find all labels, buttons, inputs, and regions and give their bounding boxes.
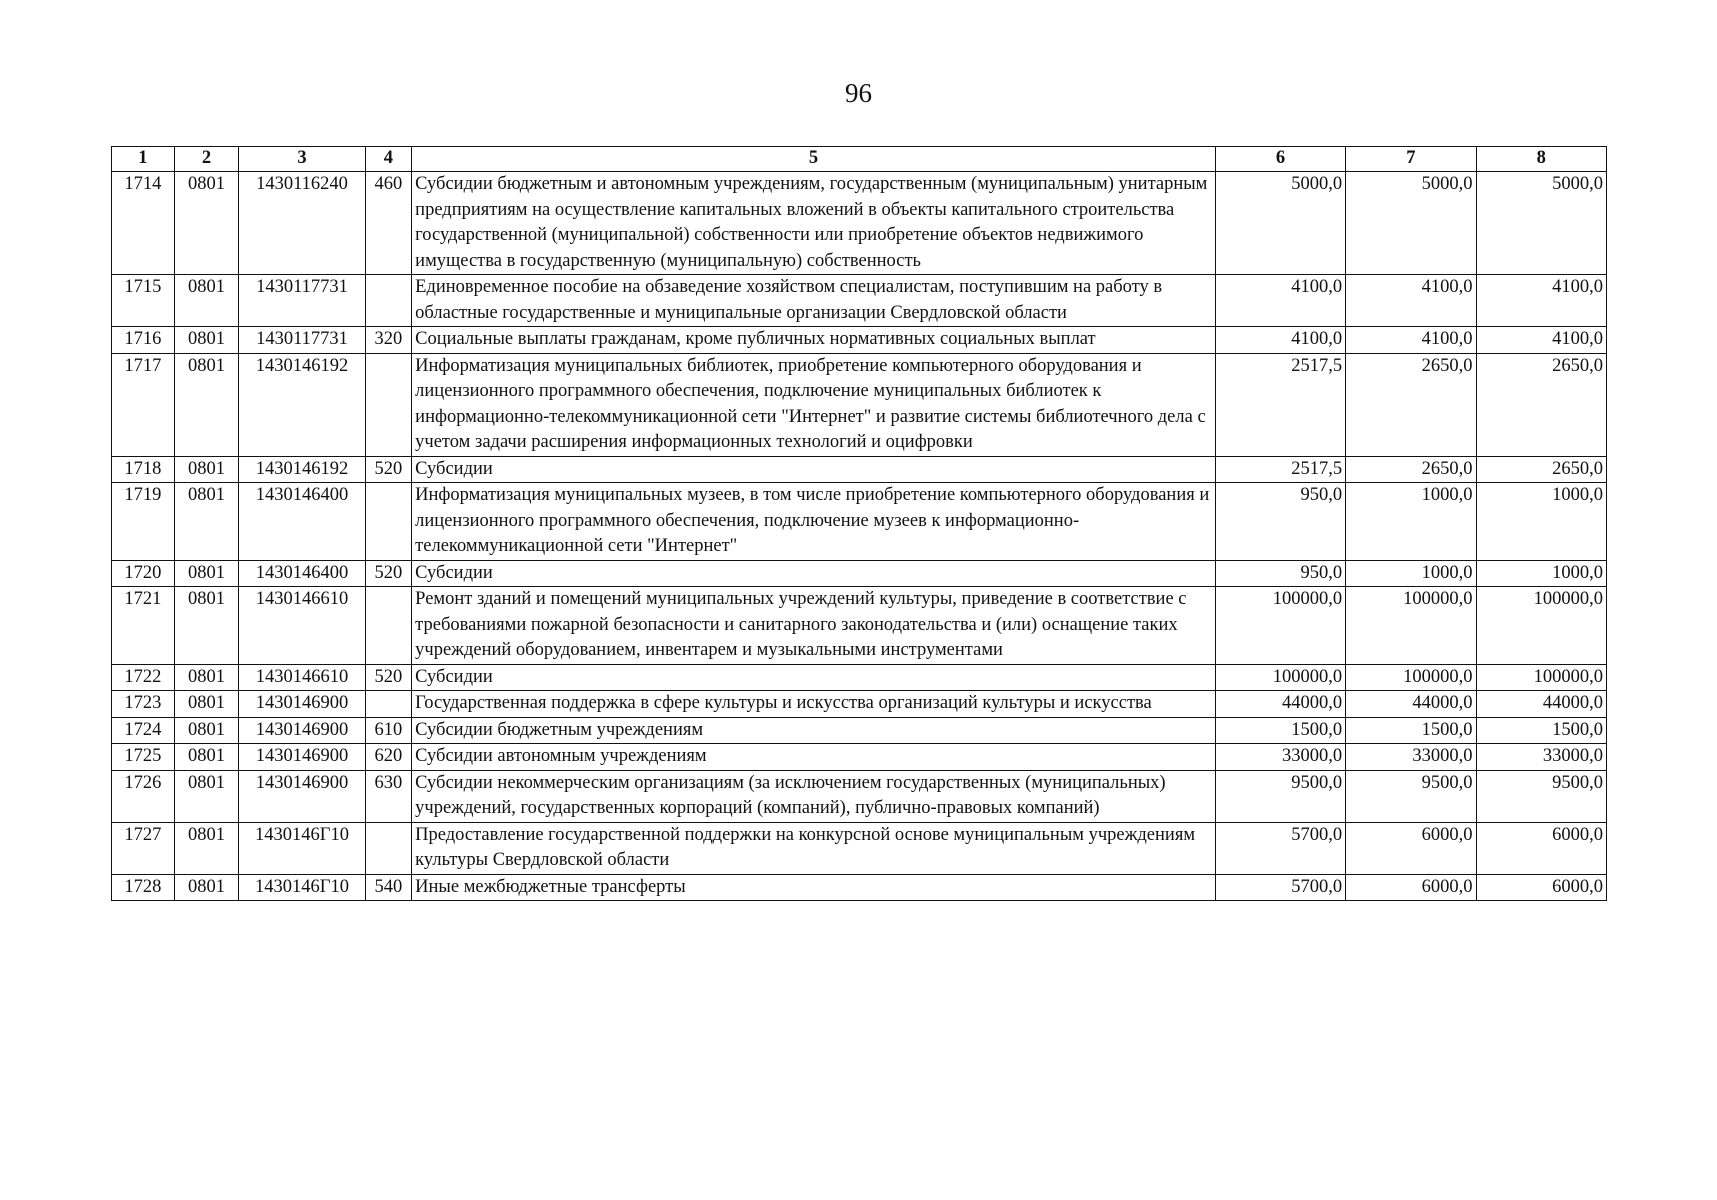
expense-type-cell bbox=[365, 822, 411, 874]
amount-col7-cell: 44000,0 bbox=[1346, 691, 1476, 718]
amount-col6-cell: 4100,0 bbox=[1215, 327, 1345, 354]
table-row bbox=[112, 327, 1607, 354]
amount-col7-cell: 9500,0 bbox=[1346, 770, 1476, 822]
section-code-cell: 0801 bbox=[174, 822, 239, 874]
table-row bbox=[112, 483, 1607, 561]
description-cell: Субсидии bbox=[412, 560, 1216, 587]
column-header: 8 bbox=[1476, 147, 1606, 172]
amount-col8-cell: 1000,0 bbox=[1476, 483, 1606, 561]
description-cell: Информатизация муниципальных музеев, в том числе приобретение компьютерного оборудования и лицензионного программного обеспечения, подключение музеев к информационно-телекоммуникационной сети "Интернет" bbox=[412, 483, 1216, 561]
amount-col6-cell: 44000,0 bbox=[1215, 691, 1345, 718]
target-article-cell: 1430146400 bbox=[239, 560, 365, 587]
target-article-cell: 1430146400 bbox=[239, 483, 365, 561]
page-number: 96 bbox=[845, 78, 872, 108]
table-row bbox=[112, 587, 1607, 665]
amount-col8-cell: 4100,0 bbox=[1476, 275, 1606, 327]
target-article-cell: 1430146900 bbox=[239, 744, 365, 771]
section-code-cell: 0801 bbox=[174, 172, 239, 275]
amount-col6-cell: 5000,0 bbox=[1215, 172, 1345, 275]
description-cell: Субсидии bbox=[412, 664, 1216, 691]
description-cell: Информатизация муниципальных библиотек, приобретение компьютерного оборудования и лицензионного программного обеспечения, подключение муниципальных библиотек к информационно-телекоммуникационной сети "Интернет" и развитие системы библиотечного дела с учетом задачи расширения информационных технологий и оцифровки bbox=[412, 353, 1216, 456]
amount-col6-cell: 5700,0 bbox=[1215, 822, 1345, 874]
row-number-cell: 1715 bbox=[112, 275, 175, 327]
table-row bbox=[112, 353, 1607, 456]
amount-col6-cell: 2517,5 bbox=[1215, 353, 1345, 456]
table-row bbox=[112, 874, 1607, 901]
section-code-cell: 0801 bbox=[174, 691, 239, 718]
amount-col6-cell: 4100,0 bbox=[1215, 275, 1345, 327]
section-code-cell: 0801 bbox=[174, 770, 239, 822]
amount-col7-cell: 5000,0 bbox=[1346, 172, 1476, 275]
section-code-cell: 0801 bbox=[174, 483, 239, 561]
target-article-cell: 1430146900 bbox=[239, 691, 365, 718]
expense-type-cell: 520 bbox=[365, 664, 411, 691]
amount-col8-cell: 2650,0 bbox=[1476, 353, 1606, 456]
amount-col7-cell: 6000,0 bbox=[1346, 874, 1476, 901]
table-row bbox=[112, 664, 1607, 691]
table-row bbox=[112, 770, 1607, 822]
target-article-cell: 1430116240 bbox=[239, 172, 365, 275]
target-article-cell: 1430146900 bbox=[239, 770, 365, 822]
amount-col7-cell: 33000,0 bbox=[1346, 744, 1476, 771]
row-number-cell: 1722 bbox=[112, 664, 175, 691]
expense-type-cell: 520 bbox=[365, 560, 411, 587]
amount-col7-cell: 100000,0 bbox=[1346, 587, 1476, 665]
row-number-cell: 1721 bbox=[112, 587, 175, 665]
row-number-cell: 1727 bbox=[112, 822, 175, 874]
description-cell: Государственная поддержка в сфере культуры и искусства организаций культуры и искусства bbox=[412, 691, 1216, 718]
description-cell: Субсидии бюджетным учреждениям bbox=[412, 717, 1216, 744]
amount-col6-cell: 950,0 bbox=[1215, 560, 1345, 587]
description-cell: Ремонт зданий и помещений муниципальных учреждений культуры, приведение в соответствие с требованиями пожарной безопасности и санитарного законодательства и (или) оснащение таких учреждений оборудованием, инвентарем и музыкальными инструментами bbox=[412, 587, 1216, 665]
amount-col7-cell: 1000,0 bbox=[1346, 560, 1476, 587]
amount-col7-cell: 6000,0 bbox=[1346, 822, 1476, 874]
target-article-cell: 1430146610 bbox=[239, 587, 365, 665]
description-cell: Предоставление государственной поддержки на конкурсной основе муниципальным учреждениям культуры Свердловской области bbox=[412, 822, 1216, 874]
target-article-cell: 1430146192 bbox=[239, 456, 365, 483]
amount-col6-cell: 2517,5 bbox=[1215, 456, 1345, 483]
table-row bbox=[112, 822, 1607, 874]
row-number-cell: 1716 bbox=[112, 327, 175, 354]
table-row bbox=[112, 560, 1607, 587]
amount-col7-cell: 4100,0 bbox=[1346, 327, 1476, 354]
amount-col8-cell: 1500,0 bbox=[1476, 717, 1606, 744]
row-number-cell: 1723 bbox=[112, 691, 175, 718]
target-article-cell: 1430117731 bbox=[239, 275, 365, 327]
amount-col6-cell: 1500,0 bbox=[1215, 717, 1345, 744]
section-code-cell: 0801 bbox=[174, 664, 239, 691]
section-code-cell: 0801 bbox=[174, 560, 239, 587]
column-header: 4 bbox=[365, 147, 411, 172]
section-code-cell: 0801 bbox=[174, 327, 239, 354]
expense-type-cell: 630 bbox=[365, 770, 411, 822]
target-article-cell: 1430146192 bbox=[239, 353, 365, 456]
target-article-cell: 1430146Г10 bbox=[239, 822, 365, 874]
expense-type-cell bbox=[365, 691, 411, 718]
expense-type-cell bbox=[365, 275, 411, 327]
amount-col6-cell: 5700,0 bbox=[1215, 874, 1345, 901]
description-cell: Субсидии автономным учреждениям bbox=[412, 744, 1216, 771]
table-body bbox=[112, 172, 1607, 901]
section-code-cell: 0801 bbox=[174, 456, 239, 483]
expense-type-cell: 540 bbox=[365, 874, 411, 901]
row-number-cell: 1720 bbox=[112, 560, 175, 587]
amount-col6-cell: 950,0 bbox=[1215, 483, 1345, 561]
amount-col8-cell: 44000,0 bbox=[1476, 691, 1606, 718]
amount-col6-cell: 100000,0 bbox=[1215, 587, 1345, 665]
description-cell: Субсидии бюджетным и автономным учреждениям, государственным (муниципальным) унитарным предприятиям на осуществление капитальных вложений в объекты капитального строительства государственной (муниципальной) собственности или приобретение объектов недвижимого имущества в государственную (муниципальную) собственность bbox=[412, 172, 1216, 275]
column-header: 3 bbox=[239, 147, 365, 172]
amount-col7-cell: 1000,0 bbox=[1346, 483, 1476, 561]
amount-col8-cell: 6000,0 bbox=[1476, 822, 1606, 874]
amount-col8-cell: 1000,0 bbox=[1476, 560, 1606, 587]
expense-type-cell: 610 bbox=[365, 717, 411, 744]
row-number-cell: 1728 bbox=[112, 874, 175, 901]
column-header: 2 bbox=[174, 147, 239, 172]
amount-col7-cell: 2650,0 bbox=[1346, 456, 1476, 483]
amount-col6-cell: 33000,0 bbox=[1215, 744, 1345, 771]
row-number-cell: 1714 bbox=[112, 172, 175, 275]
section-code-cell: 0801 bbox=[174, 587, 239, 665]
description-cell: Единовременное пособие на обзаведение хозяйством специалистам, поступившим на работу в областные государственные и муниципальные организации Свердловской области bbox=[412, 275, 1216, 327]
target-article-cell: 1430146610 bbox=[239, 664, 365, 691]
budget-table bbox=[111, 146, 1607, 901]
expense-type-cell: 460 bbox=[365, 172, 411, 275]
table-row bbox=[112, 275, 1607, 327]
description-cell: Субсидии некоммерческим организациям (за исключением государственных (муниципальных) учреждений, государственных корпораций (компаний), публично-правовых компаний) bbox=[412, 770, 1216, 822]
amount-col6-cell: 9500,0 bbox=[1215, 770, 1345, 822]
amount-col8-cell: 100000,0 bbox=[1476, 664, 1606, 691]
target-article-cell: 1430117731 bbox=[239, 327, 365, 354]
amount-col8-cell: 9500,0 bbox=[1476, 770, 1606, 822]
amount-col8-cell: 6000,0 bbox=[1476, 874, 1606, 901]
amount-col7-cell: 1500,0 bbox=[1346, 717, 1476, 744]
table-row bbox=[112, 172, 1607, 275]
table-row bbox=[112, 717, 1607, 744]
expense-type-cell: 620 bbox=[365, 744, 411, 771]
section-code-cell: 0801 bbox=[174, 744, 239, 771]
row-number-cell: 1726 bbox=[112, 770, 175, 822]
row-number-cell: 1719 bbox=[112, 483, 175, 561]
description-cell: Социальные выплаты гражданам, кроме публичных нормативных социальных выплат bbox=[412, 327, 1216, 354]
table-header-row bbox=[112, 147, 1607, 172]
section-code-cell: 0801 bbox=[174, 353, 239, 456]
expense-type-cell bbox=[365, 587, 411, 665]
table-row bbox=[112, 744, 1607, 771]
expense-type-cell bbox=[365, 483, 411, 561]
expense-type-cell: 520 bbox=[365, 456, 411, 483]
section-code-cell: 0801 bbox=[174, 717, 239, 744]
amount-col8-cell: 100000,0 bbox=[1476, 587, 1606, 665]
amount-col7-cell: 2650,0 bbox=[1346, 353, 1476, 456]
expense-type-cell: 320 bbox=[365, 327, 411, 354]
description-cell: Субсидии bbox=[412, 456, 1216, 483]
table-row bbox=[112, 691, 1607, 718]
row-number-cell: 1724 bbox=[112, 717, 175, 744]
row-number-cell: 1718 bbox=[112, 456, 175, 483]
amount-col6-cell: 100000,0 bbox=[1215, 664, 1345, 691]
column-header: 7 bbox=[1346, 147, 1476, 172]
target-article-cell: 1430146Г10 bbox=[239, 874, 365, 901]
description-cell: Иные межбюджетные трансферты bbox=[412, 874, 1216, 901]
section-code-cell: 0801 bbox=[174, 275, 239, 327]
column-header: 6 bbox=[1215, 147, 1345, 172]
column-header: 5 bbox=[412, 147, 1216, 172]
amount-col8-cell: 2650,0 bbox=[1476, 456, 1606, 483]
section-code-cell: 0801 bbox=[174, 874, 239, 901]
row-number-cell: 1725 bbox=[112, 744, 175, 771]
target-article-cell: 1430146900 bbox=[239, 717, 365, 744]
amount-col8-cell: 4100,0 bbox=[1476, 327, 1606, 354]
amount-col8-cell: 33000,0 bbox=[1476, 744, 1606, 771]
amount-col8-cell: 5000,0 bbox=[1476, 172, 1606, 275]
amount-col7-cell: 4100,0 bbox=[1346, 275, 1476, 327]
row-number-cell: 1717 bbox=[112, 353, 175, 456]
amount-col7-cell: 100000,0 bbox=[1346, 664, 1476, 691]
expense-type-cell bbox=[365, 353, 411, 456]
column-header: 1 bbox=[112, 147, 175, 172]
table-row bbox=[112, 456, 1607, 483]
